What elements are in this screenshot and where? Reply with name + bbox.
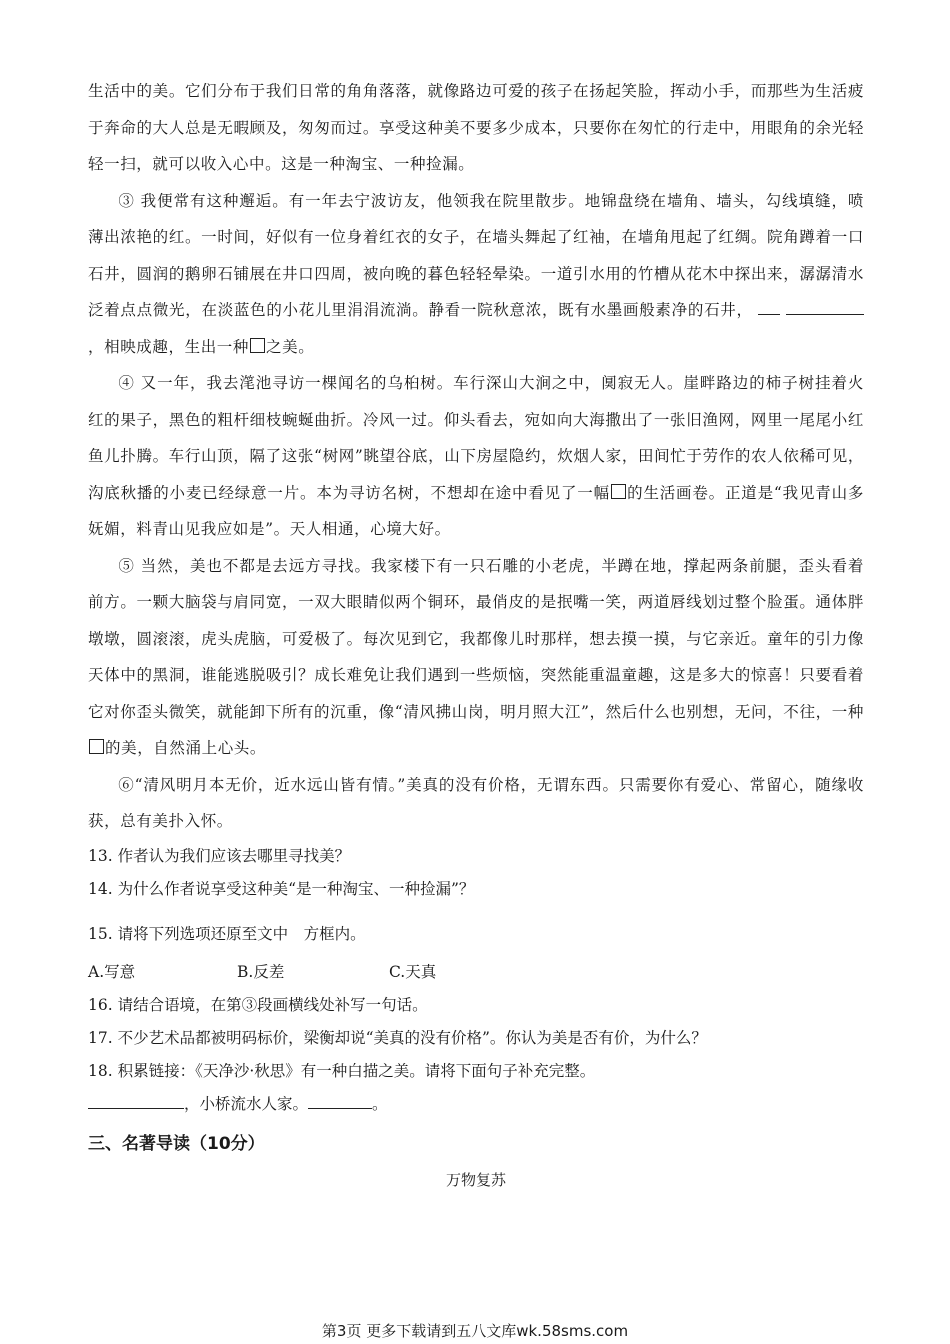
section-title: 三、名著导读（10分） xyxy=(88,1133,265,1154)
question-13: 13. 作者认为我们应该去哪里寻找美？ xyxy=(88,846,351,865)
paragraph-4: ④ 又一年，我去滗池寻访一棵闻名的乌桕树。车行深山大涧之中，阒寂无人。崖畔路边的柿子树挂着火红的果子，黑色的粗杆细枝蜿蜒曲折。冷风一过。仰头看去，宛如向大海撒出了一张旧渔网，网里一尾尾小红鱼儿扑腾。车行山顶，隔了这张“树网”眺望谷底，山下房屋隐约，炊烟人家，田间忙于劳作的农人依稀可见，沟底秋播的小麦已经绿意一片。本为寻访名树，不想却在途中看见了一幅 的生活画卷。正道是“我见青山多妩媚，料青山见我应如是”。天人相通，心境大好。 xyxy=(88,374,864,538)
page-content xyxy=(88,73,864,1195)
paragraph-5: ⑤ 当然，美也不都是去远方寻找。我家楼下有一只石雕的小老虎，半蹲在地，撑起两条前腿，歪头看着前方。一颗大脑袋与肩同宽，一双大眼睛似两个铜环，最俏皮的是抿嘴一笑，两道唇线划过整个脸蛋。通体胖墩墩，圆滚滚，虎头虎脑，可爱极了。每次见到它，我都像儿时那样，想去摸一摸，与它亲近。童年的引力像天体中的黑洞，谁能逃脱吸引？成长难免让我们遇到一些烦恼，突然能重温童趣，这是多大的惊喜！只要看着它对你歪头微笑，就能卸下所有的沉重，像“清风拂山岗，明月照大江”，然后什么也别想，无问，不往，一种的美，自然涌上心头。 xyxy=(88,556,864,757)
question-18-fill: ，小桥流水人家。 。 xyxy=(88,1088,864,1121)
question-17: 17. 不少艺术品都被明码标价，梁衡却说“美真的没有价格”。你认为美是否有价，为什么？ xyxy=(88,1028,707,1047)
answer-box[interactable] xyxy=(250,338,265,353)
question-16: 16. 请结合语境，在第③段画横线处补写一句话。 xyxy=(88,995,428,1014)
fill-blank-line-a[interactable] xyxy=(758,298,780,315)
answer-box[interactable] xyxy=(89,739,104,754)
page-footer: 第3页 更多下载请到五八文库wk.58sms.com xyxy=(321,1322,629,1340)
question-15: 15. 请将下列选项还原至文中 方框内。 xyxy=(88,924,366,943)
paragraph-3: ③ 我便常有这种邂逅。有一年去宁波访友，他领我在院里散步。地锦盘绕在墙角、墙头，勾线填缝，喷薄出浓艳的红。一时间，好似有一位身着红衣的女子，在墙头舞起了红袖，在墙角甩起了红绸。院角蹲着一口石井，圆润的鹅卵石铺展在井口四周，被向晚的暮色轻轻晕染。一道引水用的竹槽从花木中探出来，潺潺清水泛着点点微光，在淡蓝色的小花儿里涓涓流淌。静看一院秋意浓，既有水墨画般素净的石井， ，相映成趣，生出一种 之美。 xyxy=(88,191,864,356)
question-18: 18. 积累链接：《天净沙·秋思》有一种白描之美。请将下面句子补充完整。 xyxy=(88,1061,596,1080)
fill-blank-line-1[interactable] xyxy=(88,1092,184,1109)
option-b: B.反差 xyxy=(237,962,285,981)
option-a: A.写意 xyxy=(88,962,136,981)
fill-blank-line-2[interactable] xyxy=(308,1092,372,1109)
option-c: C.天真 xyxy=(389,962,437,981)
paragraph-6: ⑥“清风明月本无价，近水远山皆有情。”美真的没有价格，无谓东西。只需要你有爱心、常留心，随缘收获，总有美扑入怀。 xyxy=(88,775,864,830)
paragraph-2-tail: 生活中的美。它们分布于我们日常的角角落落，就像路边可爱的孩子在扬起笑脸，挥动小手，而那些为生活疲于奔命的大人总是无暇顾及，匆匆而过。享受这种美不要多少成本，只要你在匆忙的行走中，用眼角的余光轻轻一扫，就可以收入心中。这是一种淘宝、一种捡漏。 xyxy=(88,82,864,173)
answer-box[interactable] xyxy=(611,484,626,499)
question-14: 14. 为什么作者说享受这种美“是一种淘宝、一种捡漏”？ xyxy=(88,879,475,898)
fill-blank-line-b[interactable] xyxy=(786,298,864,315)
section-subtitle: 万物复苏 xyxy=(445,1170,506,1189)
question-15-options xyxy=(88,956,864,989)
